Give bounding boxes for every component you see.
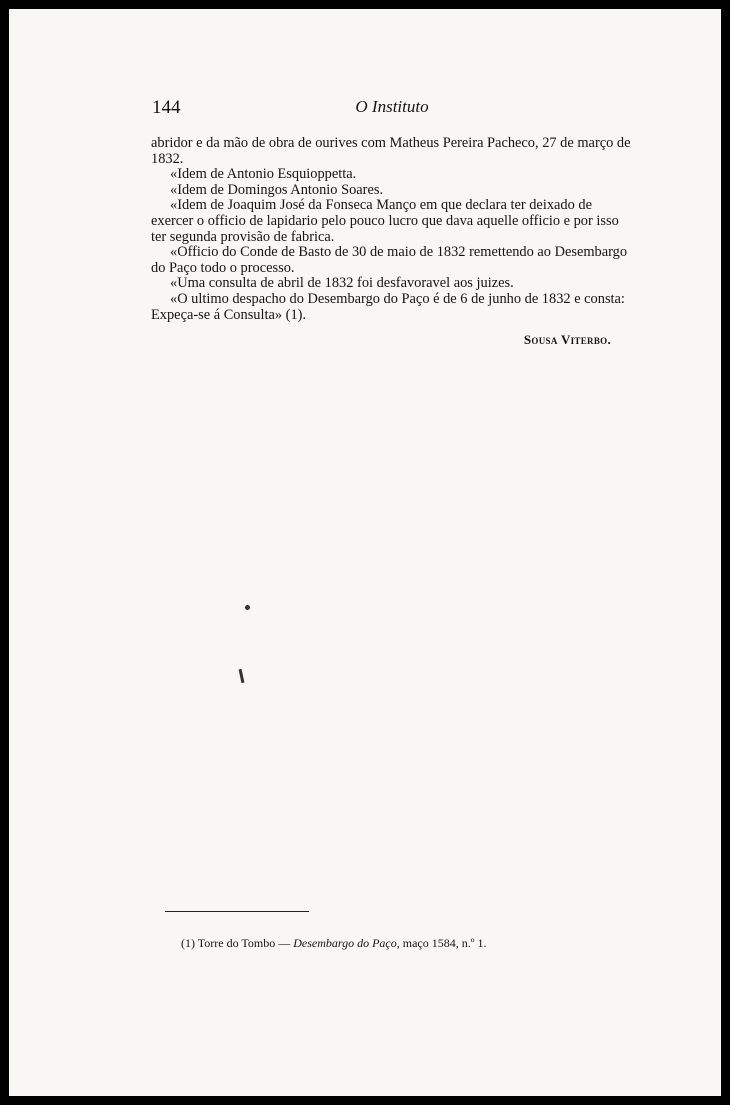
author-signature: Sousa Viterbo. bbox=[523, 332, 611, 347]
footnote-marker: (1) bbox=[181, 936, 195, 950]
page-header bbox=[152, 97, 632, 123]
page-number: 144 bbox=[152, 97, 181, 118]
footnote bbox=[181, 936, 486, 951]
body-text bbox=[151, 136, 633, 323]
running-title: O Instituto bbox=[355, 97, 429, 116]
footnote-title: Desembargo do Paço, bbox=[293, 936, 400, 950]
paragraph-5: «Officio do Conde de Basto de 30 de maio de 1832 remettendo ao Desembargo do Paço todo o processo. bbox=[151, 244, 628, 276]
paragraph-4: «Idem de Joaquim José da Fonseca Manço em que declara ter deixado de exercer o officio de lapidario pelo pouco lucro que dava aquelle officio e por isso ter segunda provisão de fabrica. bbox=[151, 197, 619, 245]
paragraph-7: «O ultimo despacho do Desembargo do Paço é de 6 de junho de 1832 e consta: Expeça-se á Consulta» (1). bbox=[151, 290, 625, 323]
paragraph-1: abridor e da mão de obra de ourives com Matheus Pereira Pacheco, 27 de março de 1832. bbox=[151, 135, 631, 167]
footnote-reference: maço 1584, n.º 1. bbox=[402, 936, 487, 950]
paragraph-2: «Idem de Antonio Esquioppetta. bbox=[170, 166, 357, 183]
footnote-source: Torre do Tombo — bbox=[197, 936, 291, 950]
paragraph-6: «Uma consulta de abril de 1832 foi desfavoravel aos juizes. bbox=[170, 275, 514, 292]
page-sheet bbox=[9, 9, 721, 1096]
paragraph-3: «Idem de Domingos Antonio Soares. bbox=[170, 181, 384, 198]
ink-speck bbox=[239, 669, 245, 683]
ink-speck bbox=[245, 605, 250, 610]
footnote-rule bbox=[165, 911, 309, 912]
